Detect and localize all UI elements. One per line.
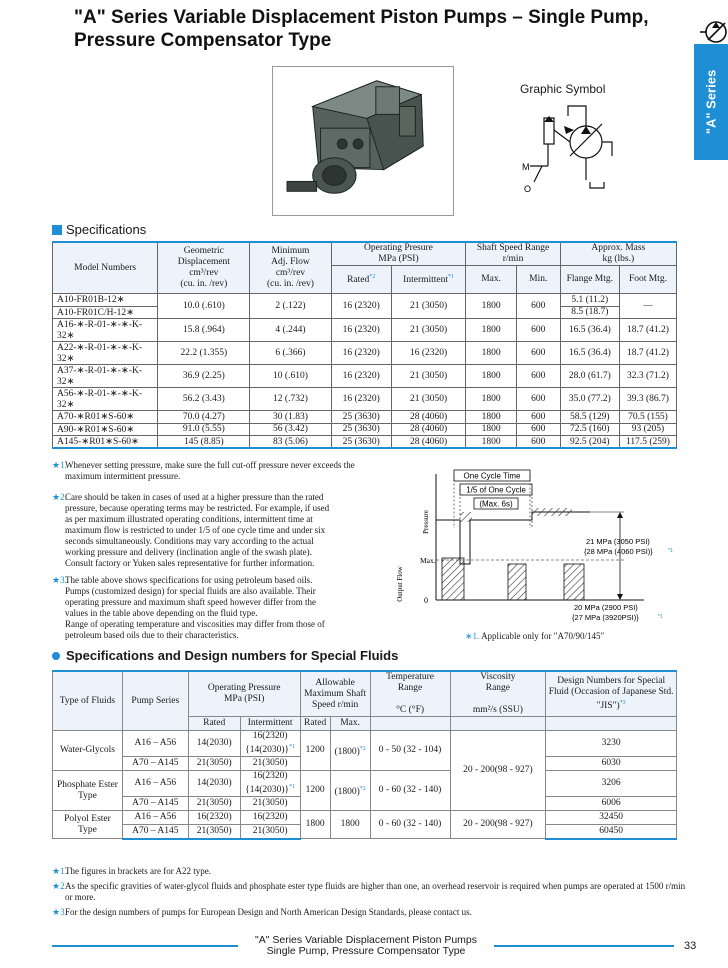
footnote-1: ★1. The figures in brackets are for A22 type. [52, 866, 211, 876]
cycle-note: ∗1. Applicable only for "A70/90/145" [465, 631, 605, 641]
cycle-time-chart [394, 468, 684, 638]
note-2: ★2. Care should be taken in cases of used at a higher pressure than the rated pressure, because operating terms may be restricted. For example, if used as per maximum illustrated operating conditions, intermittent time at maximum flow is restricted to under 1/5 of one cycle time and under six seconds simultaneously. Conditions may vary according to the actual working pressure and delivery (inclination angle of the swash plate). Consult factory or Yuken sales representative for further information. [52, 492, 330, 568]
col-op-rated: Rated [188, 717, 240, 731]
specifications-heading [52, 222, 146, 237]
col-rated: Rated$^{*2}$ [331, 266, 391, 294]
section-square-icon [52, 225, 62, 235]
specifications-heading-text: Specifications [66, 222, 147, 237]
p-high-star: *1 [668, 548, 673, 554]
col-operating-pressure: Operating Presure MPa (PSI) [331, 242, 466, 266]
special-fluids-table [52, 670, 677, 840]
section-dot-icon [52, 652, 60, 660]
flow-axis-label: Output Flow [396, 566, 404, 602]
one-cycle-label: One Cycle Time [463, 471, 521, 481]
table-row: Polyol Ester Type A16 – A56 16(2320) 16(2320) 1800 1800 0 - 60 (32 - 140) 20 - 200(98 - 927) 32450 [53, 811, 677, 825]
p-low-star: *1 [658, 614, 663, 620]
footer-caption: "A" Series Variable Displacement Piston Pumps Single Pump, Pressure Compensator Type [254, 934, 478, 957]
symbol-m-label: M [522, 162, 530, 172]
col-model: Model Numbers [53, 242, 158, 294]
col-displacement: Geometric Displacement cm³/rev (cu. in. /rev) [158, 242, 250, 294]
title-line-2: Pressure Compensator Type [74, 30, 332, 51]
pump-symbol-icon [700, 18, 728, 46]
p-high-1: 21 MPa (3050 PSI) [586, 537, 650, 546]
max-label: Max. [420, 556, 436, 565]
table-row: A145-∗R01∗S-60∗ 145 (8.85) 83 (5.06) 25 (3630) 28 (4060) 1800 600 92.5 (204) 117.5 (259) [53, 436, 677, 449]
table-row: A90-∗R01∗S-60∗ 91.0 (5.55) 56 (3.42) 25 (3630) 28 (4060) 1800 600 72.5 (160) 93 (205) [53, 423, 677, 436]
col-flange: Flange Mtg. [560, 266, 619, 294]
piston-pump-photo [272, 66, 454, 216]
footer-rule-right [494, 945, 674, 947]
footer-rule-left [52, 945, 238, 947]
col-viscosity: Viscosity Range mm²/s (SSU) [450, 671, 546, 717]
col-speed-rated: Rated [300, 717, 330, 731]
specifications-table [52, 241, 677, 449]
col-design: Design Numbers for Special Fluid (Occasion of Japanese Std. "JIS")$^{*3}$ [546, 671, 677, 717]
series-side-tab [694, 44, 728, 160]
note-1: ★1. Whenever setting pressure, make sure the full cut-off pressure never exceeds the maximum intermittent pressure. [52, 460, 355, 481]
special-fluids-heading [52, 648, 398, 663]
graphic-symbol-diagram [508, 96, 618, 200]
footnote-2: ★2. As the specific gravities of water-glycol fluids and phosphate ester type fluids are higher than one, an overhead reservoir is required when pumps are operated at 1500 r/min or more. [52, 881, 686, 902]
table-row: A70 – A145 21(3050) 21(3050) 60450 [53, 825, 677, 839]
col-intermittent: Intermittent$^{*1}$ [391, 266, 466, 294]
page-title [74, 6, 694, 52]
table-row: A70-∗R01∗S-60∗ 70.0 (4.27) 30 (1.83) 25 (3630) 28 (4060) 1800 600 58.5 (129) 70.5 (155) [53, 411, 677, 424]
col-foot: Foot Mtg. [619, 266, 676, 294]
col-series: Pump Series [122, 671, 188, 731]
title-line-1: "A" Series Variable Displacement Piston Pumps – Single Pump, [74, 7, 649, 28]
col-shaft-speed: Allowable Maximum Shaft Speed r/min [300, 671, 370, 717]
table-row: A56-∗-R-01-∗-∗-K-32∗ 56.2 (3.43) 12 (.732) 16 (2320) 21 (3050) 1800 600 35.0 (77.2) 39.3 (86.7) [53, 388, 677, 411]
fifth-cycle-label: 1/5 of One Cycle [466, 485, 526, 495]
pressure-axis-label: Pressure [422, 510, 430, 534]
footnote-3: ★3. For the design numbers of pumps for European Design and North American Design Standards, please contact us. [52, 907, 472, 917]
table-row: Phosphate Ester Type A16 – A56 14(2030) 16(2320) $\{14(2030)\}^{*1}$ 1200 $(1800)^{*2}$ 0 - 60 (32 - 140) 3206 [53, 771, 677, 797]
col-shaft-speed: Shaft Speed Range r/min [466, 242, 560, 266]
table-row: A10-FR01C/H-12∗ 8.5 (18.7) [53, 306, 677, 319]
col-op-pressure: Operating Pressure MPa (PSI) [188, 671, 300, 717]
table-row: A22-∗-R-01-∗-∗-K-32∗ 22.2 (1.355) 6 (.366) 16 (2320) 16 (2320) 1800 600 16.5 (36.4) 18.7 (41.2) [53, 342, 677, 365]
table-row: A16-∗-R-01-∗-∗-K-32∗ 15.8 (.964) 4 (.244) 16 (2320) 21 (3050) 1800 600 16.5 (36.4) 18.7 (41.2) [53, 319, 677, 342]
table-row: A70 – A145 21(3050) 21(3050) 6006 [53, 797, 677, 811]
p-low-1: 20 MPa (2900 PSI) [574, 603, 638, 612]
max6-label: (Max. 6s) [479, 499, 513, 509]
col-min: Min. [516, 266, 560, 294]
p-low-2: {27 MPa (3920PSI)} [572, 613, 639, 622]
special-footnotes [52, 866, 692, 922]
table-row: Water-Glycols A16 – A56 14(2030) 16(2320) $\{14(2030)\}^{*1}$ 1200 $(1800)^{*2}$ 0 - 50 (32 - 104) 20 - 200(98 - 927) 3230 [53, 731, 677, 757]
col-speed-max: Max. [330, 717, 370, 731]
table-row: A10-FR01B-12∗ 10.0 (.610) 2 (.122) 16 (2320) 21 (3050) 1800 600 5.1 (11.2) — [53, 294, 677, 307]
page-number: 33 [684, 940, 697, 952]
graphic-symbol-label: Graphic Symbol [520, 82, 606, 96]
zero-label: 0 [424, 596, 428, 605]
note-3: ★3. The table above shows specifications for using petroleum based oils. Pumps (customized design) for special fluids are also available. Their operating pressure and maximum shaft speed however differ from the values in the table above depending on the fluid type. Range of operating temperature and viscosities may differ from those of petroleum based oils due to their characteristics. [52, 575, 325, 640]
table-row: A37-∗-R-01-∗-∗-K-32∗ 36.9 (2.25) 10 (.610) 16 (2320) 21 (3050) 1800 600 28.0 (61.7) 32.3 (71.2) [53, 365, 677, 388]
col-max: Max. [466, 266, 516, 294]
symbol-o-label: O [524, 184, 532, 194]
series-side-tab-label: "A" Series [703, 69, 719, 135]
table-row: A70 – A145 21(3050) 21(3050) 6030 [53, 757, 677, 771]
col-type: Type of Fluids [53, 671, 123, 731]
col-min-flow: Minimum Adj. Flow cm³/rev (cu. in. /rev) [250, 242, 331, 294]
special-fluids-heading-text: Specifications and Design numbers for Special Fluids [66, 648, 399, 663]
spec-notes [52, 460, 370, 646]
col-temperature: Temperature Range °C (°F) [370, 671, 450, 717]
p-high-2: {28 MPa (4060 PSI)} [584, 547, 653, 556]
col-mass: Approx. Mass kg (lbs.) [560, 242, 676, 266]
col-op-intermittent: Intermittent [240, 717, 300, 731]
